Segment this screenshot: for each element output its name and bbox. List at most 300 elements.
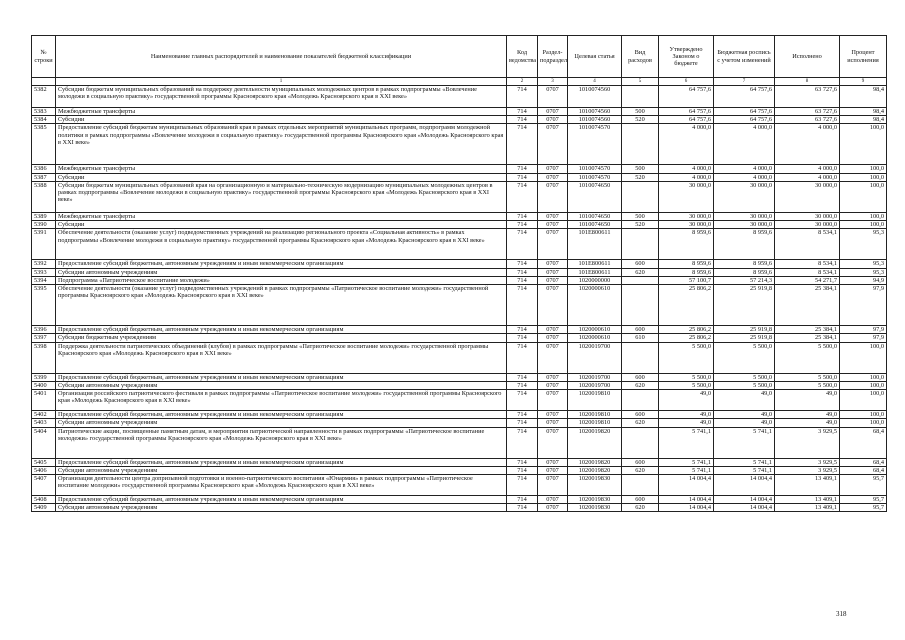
page-number: 318 (836, 610, 847, 618)
row-number: 5398 (32, 342, 56, 373)
column-number: 1 (56, 78, 507, 86)
target-article: 1020019700 (568, 342, 622, 373)
approved-amount: 64 757,6 (659, 108, 714, 116)
approved-amount: 30 000,0 (659, 181, 714, 212)
dept-code: 714 (507, 165, 538, 173)
section-code: 0707 (538, 173, 568, 181)
row-number: 5402 (32, 411, 56, 419)
row-name: Субсидии бюджетным учреждениям (56, 334, 507, 342)
column-number: 8 (775, 78, 840, 86)
dept-code: 714 (507, 285, 538, 326)
dept-code: 714 (507, 495, 538, 503)
dept-code: 714 (507, 504, 538, 512)
dept-code: 714 (507, 173, 538, 181)
section-code: 0707 (538, 495, 568, 503)
row-name: Предоставление субсидий бюджетным, автономным учреждениям и иным некоммерческим организациям (56, 260, 507, 268)
schedule-amount: 30 000,0 (714, 221, 775, 229)
executed-amount: 8 534,1 (775, 229, 840, 260)
budget-table (31, 35, 887, 512)
dept-code: 714 (507, 381, 538, 389)
executed-amount: 3 929,5 (775, 458, 840, 466)
executed-amount: 8 534,1 (775, 268, 840, 276)
execution-percent: 98,4 (840, 86, 887, 108)
execution-percent: 95,7 (840, 504, 887, 512)
row-number: 5391 (32, 229, 56, 260)
section-code: 0707 (538, 458, 568, 466)
section-code: 0707 (538, 181, 568, 212)
execution-percent: 100,0 (840, 181, 887, 212)
schedule-amount: 64 757,6 (714, 86, 775, 108)
executed-amount: 30 000,0 (775, 181, 840, 212)
section-code: 0707 (538, 427, 568, 458)
expense-type (622, 390, 659, 411)
row-number: 5393 (32, 268, 56, 276)
approved-amount: 5 500,0 (659, 381, 714, 389)
section-code: 0707 (538, 221, 568, 229)
table-row (32, 381, 887, 389)
approved-amount: 25 806,2 (659, 326, 714, 334)
row-name: Субсидии бюджетам муниципальных образований на поддержку деятельности муниципальных молодежных центров в рамках подпрограммы «Вовлечение молодежи в социальную практику» государственной программы Красноярского края «Молодежь Красноярского края в XXI веке» (56, 86, 507, 108)
target-article: 1020000000 (568, 276, 622, 284)
dept-code: 714 (507, 427, 538, 458)
approved-amount: 25 806,2 (659, 285, 714, 326)
approved-amount: 8 959,6 (659, 229, 714, 260)
approved-amount: 25 806,2 (659, 334, 714, 342)
schedule-amount: 5 500,0 (714, 342, 775, 373)
schedule-amount: 30 000,0 (714, 212, 775, 220)
row-name: Межбюджетные трансферты (56, 165, 507, 173)
approved-amount: 64 757,6 (659, 86, 714, 108)
executed-amount: 4 000,0 (775, 124, 840, 165)
section-code: 0707 (538, 116, 568, 124)
approved-amount: 5 741,1 (659, 427, 714, 458)
row-name: Субсидии (56, 173, 507, 181)
row-number: 5389 (32, 212, 56, 220)
row-number: 5390 (32, 221, 56, 229)
section-code: 0707 (538, 268, 568, 276)
execution-percent: 97,9 (840, 326, 887, 334)
row-number: 5382 (32, 86, 56, 108)
table-row (32, 411, 887, 419)
approved-amount: 4 000,0 (659, 124, 714, 165)
schedule-amount: 4 000,0 (714, 165, 775, 173)
executed-amount: 49,0 (775, 419, 840, 427)
target-article: 1010074570 (568, 165, 622, 173)
expense-type: 600 (622, 411, 659, 419)
section-code: 0707 (538, 124, 568, 165)
table-row (32, 285, 887, 326)
executed-amount: 25 384,1 (775, 334, 840, 342)
expense-type: 500 (622, 212, 659, 220)
section-code: 0707 (538, 326, 568, 334)
schedule-amount: 5 500,0 (714, 381, 775, 389)
expense-type: 620 (622, 419, 659, 427)
schedule-amount: 25 919,8 (714, 285, 775, 326)
header-budget-schedule: Бюджетная роспись с учетом изменений (714, 36, 775, 78)
approved-amount: 49,0 (659, 419, 714, 427)
column-number: 4 (568, 78, 622, 86)
executed-amount: 5 500,0 (775, 342, 840, 373)
executed-amount: 13 409,1 (775, 474, 840, 495)
section-code: 0707 (538, 474, 568, 495)
schedule-amount: 25 919,8 (714, 334, 775, 342)
execution-percent: 98,4 (840, 116, 887, 124)
expense-type (622, 124, 659, 165)
table-row (32, 116, 887, 124)
executed-amount: 25 384,1 (775, 326, 840, 334)
row-name: Предоставление субсидий бюджетным, автономным учреждениям и иным некоммерческим организациям (56, 495, 507, 503)
dept-code: 714 (507, 276, 538, 284)
execution-percent: 100,0 (840, 173, 887, 181)
approved-amount: 4 000,0 (659, 165, 714, 173)
expense-type: 620 (622, 466, 659, 474)
row-name: Субсидии (56, 116, 507, 124)
approved-amount: 5 741,1 (659, 458, 714, 466)
approved-amount: 14 004,4 (659, 474, 714, 495)
row-name: Обеспечение деятельности (оказание услуг) подведомственных учреждений в рамках подпрограммы «Патриотическое воспитание молодежи» государственной программы Красноярского края «Молодежь Красноярского края в XXI веке» (56, 285, 507, 326)
column-number: 6 (659, 78, 714, 86)
table-row (32, 373, 887, 381)
section-code: 0707 (538, 373, 568, 381)
row-name: Подпрограмма «Патриотическое воспитание молодежи» (56, 276, 507, 284)
approved-amount: 8 959,6 (659, 260, 714, 268)
dept-code: 714 (507, 458, 538, 466)
section-code: 0707 (538, 285, 568, 326)
table-row (32, 260, 887, 268)
table-row (32, 466, 887, 474)
row-number: 5407 (32, 474, 56, 495)
expense-type (622, 427, 659, 458)
row-name: Субсидии бюджетам муниципальных образований края на организационную и материально-техническую модернизацию муниципальных молодежных центров в рамках подпрограммы «Вовлечение молодежи в социальную практику» государственной программы Красноярского края «Молодежь Красноярского края в XXI веке» (56, 181, 507, 212)
row-number: 5406 (32, 466, 56, 474)
target-article: 1020019820 (568, 458, 622, 466)
row-name: Предоставление субсидий бюджетным, автономным учреждениям и иным некоммерческим организациям (56, 411, 507, 419)
section-code: 0707 (538, 260, 568, 268)
approved-amount: 8 959,6 (659, 268, 714, 276)
schedule-amount: 14 004,4 (714, 474, 775, 495)
table-body (32, 86, 887, 512)
header-approved: Утверждено Законом о бюджете (659, 36, 714, 78)
row-name: Организация российского патриотического фестиваля в рамках подпрограммы «Патриотическое воспитание молодежи» государственной программы Красноярского края «Молодежь Красноярского края в XXI веке» (56, 390, 507, 411)
expense-type: 600 (622, 495, 659, 503)
execution-percent: 100,0 (840, 342, 887, 373)
target-article: 1010074560 (568, 86, 622, 108)
execution-percent: 98,4 (840, 108, 887, 116)
executed-amount: 4 000,0 (775, 173, 840, 181)
expense-type: 610 (622, 334, 659, 342)
execution-percent: 100,0 (840, 221, 887, 229)
schedule-amount: 14 004,4 (714, 495, 775, 503)
dept-code: 714 (507, 260, 538, 268)
table-row (32, 165, 887, 173)
row-name: Патриотические акции, посвященные памятным датам, и мероприятия патриотической направленности в рамках подпрограммы «Патриотическое воспитание молодежи» государственной программы Красноярского края «Молодежь Красноярского края в XXI веке» (56, 427, 507, 458)
executed-amount: 54 271,7 (775, 276, 840, 284)
row-number: 5385 (32, 124, 56, 165)
execution-percent: 100,0 (840, 419, 887, 427)
table-row (32, 504, 887, 512)
executed-amount: 3 929,5 (775, 466, 840, 474)
row-number: 5397 (32, 334, 56, 342)
approved-amount: 30 000,0 (659, 212, 714, 220)
executed-amount: 63 727,6 (775, 86, 840, 108)
table-row (32, 221, 887, 229)
expense-type (622, 229, 659, 260)
dept-code: 714 (507, 342, 538, 373)
table-row (32, 86, 887, 108)
executed-amount: 13 409,1 (775, 495, 840, 503)
target-article: 1020019810 (568, 419, 622, 427)
column-number: 9 (840, 78, 887, 86)
row-name: Предоставление субсидий бюджетным, автономным учреждениям и иным некоммерческим организациям (56, 326, 507, 334)
executed-amount: 4 000,0 (775, 165, 840, 173)
executed-amount: 63 727,6 (775, 116, 840, 124)
dept-code: 714 (507, 86, 538, 108)
dept-code: 714 (507, 411, 538, 419)
row-name: Субсидии (56, 221, 507, 229)
execution-percent: 100,0 (840, 373, 887, 381)
schedule-amount: 8 959,6 (714, 268, 775, 276)
execution-percent: 68,4 (840, 427, 887, 458)
target-article: 101E800611 (568, 260, 622, 268)
target-article: 1020000610 (568, 326, 622, 334)
header-row-number: № строки (32, 36, 56, 78)
section-code: 0707 (538, 212, 568, 220)
target-article: 1010074570 (568, 124, 622, 165)
schedule-amount: 57 214,3 (714, 276, 775, 284)
expense-type: 500 (622, 165, 659, 173)
executed-amount: 13 409,1 (775, 504, 840, 512)
execution-percent: 95,3 (840, 229, 887, 260)
execution-percent: 100,0 (840, 212, 887, 220)
schedule-amount: 5 741,1 (714, 427, 775, 458)
expense-type (622, 86, 659, 108)
header-executed: Исполнено (775, 36, 840, 78)
expense-type: 620 (622, 381, 659, 389)
execution-percent: 100,0 (840, 165, 887, 173)
schedule-amount: 8 959,6 (714, 229, 775, 260)
table-row (32, 495, 887, 503)
table-row (32, 458, 887, 466)
row-number: 5403 (32, 419, 56, 427)
target-article: 1020019700 (568, 373, 622, 381)
table-row (32, 419, 887, 427)
section-code: 0707 (538, 390, 568, 411)
dept-code: 714 (507, 124, 538, 165)
schedule-amount: 49,0 (714, 419, 775, 427)
executed-amount: 49,0 (775, 390, 840, 411)
column-number (32, 78, 56, 86)
section-code: 0707 (538, 419, 568, 427)
execution-percent: 95,7 (840, 474, 887, 495)
executed-amount: 5 500,0 (775, 373, 840, 381)
row-number: 5383 (32, 108, 56, 116)
approved-amount: 14 004,4 (659, 504, 714, 512)
row-number: 5401 (32, 390, 56, 411)
target-article: 1020019830 (568, 495, 622, 503)
column-number: 7 (714, 78, 775, 86)
header-percent: Процент исполнения (840, 36, 887, 78)
row-number: 5387 (32, 173, 56, 181)
expense-type: 600 (622, 260, 659, 268)
row-name: Межбюджетные трансферты (56, 212, 507, 220)
schedule-amount: 8 959,6 (714, 260, 775, 268)
table-row (32, 124, 887, 165)
row-name: Субсидии автономным учреждениям (56, 466, 507, 474)
row-number: 5392 (32, 260, 56, 268)
target-article: 1020019700 (568, 381, 622, 389)
row-number: 5408 (32, 495, 56, 503)
execution-percent: 100,0 (840, 124, 887, 165)
dept-code: 714 (507, 268, 538, 276)
execution-percent: 95,3 (840, 260, 887, 268)
row-number: 5399 (32, 373, 56, 381)
expense-type: 620 (622, 504, 659, 512)
header-name: Наименование главных распорядителей и наименование показателей бюджетной классификации (56, 36, 507, 78)
approved-amount: 30 000,0 (659, 221, 714, 229)
schedule-amount: 30 000,0 (714, 181, 775, 212)
execution-percent: 100,0 (840, 411, 887, 419)
expense-type (622, 342, 659, 373)
table-row (32, 268, 887, 276)
section-code: 0707 (538, 108, 568, 116)
target-article: 1010074560 (568, 116, 622, 124)
executed-amount: 30 000,0 (775, 221, 840, 229)
approved-amount: 49,0 (659, 411, 714, 419)
header-row (32, 36, 887, 78)
approved-amount: 5 500,0 (659, 342, 714, 373)
table-row (32, 229, 887, 260)
row-number: 5394 (32, 276, 56, 284)
schedule-amount: 5 500,0 (714, 373, 775, 381)
column-number: 2 (507, 78, 538, 86)
approved-amount: 49,0 (659, 390, 714, 411)
table-row (32, 474, 887, 495)
target-article: 1020019830 (568, 504, 622, 512)
approved-amount: 14 004,4 (659, 495, 714, 503)
schedule-amount: 14 004,4 (714, 504, 775, 512)
approved-amount: 5 500,0 (659, 373, 714, 381)
target-article: 1010074570 (568, 173, 622, 181)
row-number: 5409 (32, 504, 56, 512)
section-code: 0707 (538, 342, 568, 373)
expense-type: 520 (622, 173, 659, 181)
target-article: 101E800611 (568, 229, 622, 260)
table-row (32, 390, 887, 411)
header-expense-type: Вид расходов (622, 36, 659, 78)
dept-code: 714 (507, 474, 538, 495)
target-article: 1010074650 (568, 181, 622, 212)
schedule-amount: 49,0 (714, 390, 775, 411)
row-name: Поддержка деятельности патриотических объединений (клубов) в рамках подпрограммы «Патриотическое воспитание молодежи» государственной программы Красноярского края «Молодежь Красноярского края в XXI веке» (56, 342, 507, 373)
approved-amount: 64 757,6 (659, 116, 714, 124)
row-number: 5400 (32, 381, 56, 389)
row-name: Субсидии автономным учреждениям (56, 381, 507, 389)
row-number: 5386 (32, 165, 56, 173)
row-number: 5405 (32, 458, 56, 466)
approved-amount: 57 100,7 (659, 276, 714, 284)
schedule-amount: 64 757,6 (714, 116, 775, 124)
dept-code: 714 (507, 116, 538, 124)
table-row (32, 342, 887, 373)
row-number: 5396 (32, 326, 56, 334)
column-number: 5 (622, 78, 659, 86)
executed-amount: 25 384,1 (775, 285, 840, 326)
row-name: Организация деятельности центра допризывной подготовки и военно-патриотического воспитания «Юнармия» в рамках подпрограммы «Патриотическое воспитание молодежи» государственной программы Красноярского края «Молодежь Красноярского края в XXI веке» (56, 474, 507, 495)
header-target-article: Целевая статья (568, 36, 622, 78)
table-row (32, 212, 887, 220)
schedule-amount: 4 000,0 (714, 124, 775, 165)
schedule-amount: 4 000,0 (714, 173, 775, 181)
execution-percent: 97,9 (840, 285, 887, 326)
section-code: 0707 (538, 466, 568, 474)
execution-percent: 100,0 (840, 381, 887, 389)
target-article: 1010074650 (568, 212, 622, 220)
expense-type (622, 276, 659, 284)
dept-code: 714 (507, 229, 538, 260)
schedule-amount: 5 741,1 (714, 458, 775, 466)
execution-percent: 97,9 (840, 334, 887, 342)
table-row (32, 173, 887, 181)
execution-percent: 68,4 (840, 458, 887, 466)
executed-amount: 63 727,6 (775, 108, 840, 116)
dept-code: 714 (507, 108, 538, 116)
row-name: Субсидии автономным учреждениям (56, 419, 507, 427)
target-article: 1010074560 (568, 108, 622, 116)
table-row (32, 108, 887, 116)
schedule-amount: 49,0 (714, 411, 775, 419)
approved-amount: 4 000,0 (659, 173, 714, 181)
target-article: 1020019820 (568, 466, 622, 474)
executed-amount: 3 929,5 (775, 427, 840, 458)
row-name: Предоставление субсидий бюджетам муниципальных образований края в рамках отдельных мероприятий муниципальных программ, подпрограмм молодежной политики в рамках подпрограммы «Вовлечение молодежи в социальную практику» государственной программы Красноярского края «Молодежь Красноярского края в XXI веке» (56, 124, 507, 165)
schedule-amount: 64 757,6 (714, 108, 775, 116)
target-article: 1020000610 (568, 285, 622, 326)
row-name: Субсидии автономным учреждениям (56, 504, 507, 512)
section-code: 0707 (538, 86, 568, 108)
expense-type: 600 (622, 373, 659, 381)
dept-code: 714 (507, 373, 538, 381)
expense-type (622, 181, 659, 212)
table-row (32, 427, 887, 458)
execution-percent: 94,9 (840, 276, 887, 284)
target-article: 1020000610 (568, 334, 622, 342)
table-row (32, 334, 887, 342)
target-article: 101E800611 (568, 268, 622, 276)
approved-amount: 5 741,1 (659, 466, 714, 474)
expense-type: 520 (622, 221, 659, 229)
execution-percent: 95,7 (840, 495, 887, 503)
row-name: Предоставление субсидий бюджетным, автономным учреждениям и иным некоммерческим организациям (56, 458, 507, 466)
dept-code: 714 (507, 390, 538, 411)
section-code: 0707 (538, 276, 568, 284)
execution-percent: 95,3 (840, 268, 887, 276)
dept-code: 714 (507, 419, 538, 427)
expense-type: 500 (622, 108, 659, 116)
dept-code: 714 (507, 466, 538, 474)
target-article: 1020019810 (568, 390, 622, 411)
dept-code: 714 (507, 221, 538, 229)
schedule-amount: 25 919,8 (714, 326, 775, 334)
row-name: Предоставление субсидий бюджетным, автономным учреждениям и иным некоммерческим организациям (56, 373, 507, 381)
section-code: 0707 (538, 334, 568, 342)
executed-amount: 8 534,1 (775, 260, 840, 268)
dept-code: 714 (507, 212, 538, 220)
header-section: Раздел-подраздел (538, 36, 568, 78)
column-number-row (32, 78, 887, 86)
expense-type: 520 (622, 116, 659, 124)
expense-type: 600 (622, 458, 659, 466)
section-code: 0707 (538, 504, 568, 512)
